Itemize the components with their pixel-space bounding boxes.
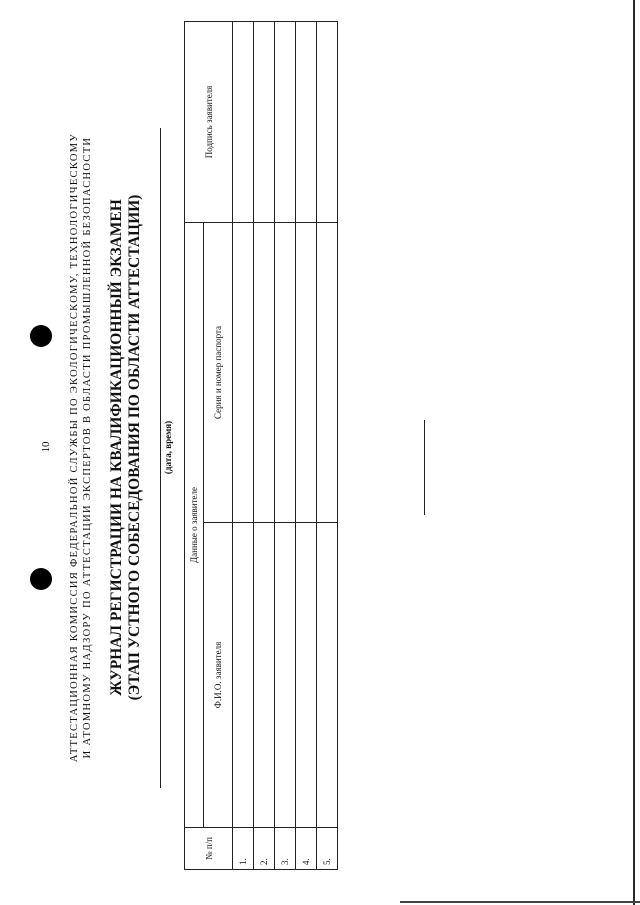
signature-cell[interactable] (317, 21, 338, 222)
journal-title-line-1: ЖУРНАЛ РЕГИСТРАЦИИ НА КВАЛИФИКАЦИОННЫЙ ЭКЗАМЕН (108, 199, 125, 696)
column-header-fio: Ф.И.О. заявителя (204, 523, 233, 828)
signature-cell[interactable] (275, 21, 296, 222)
signature-cell[interactable] (296, 21, 317, 222)
column-header-signature: Подпись заявителя (185, 21, 233, 222)
signature-cell[interactable] (233, 21, 254, 222)
passport-cell[interactable] (254, 222, 275, 522)
journal-title (108, 10, 144, 885)
row-number: 1. (233, 828, 254, 870)
registration-table (184, 21, 338, 870)
passport-cell[interactable] (317, 222, 338, 522)
column-header-passport: Серия и номер паспорта (204, 222, 233, 522)
table-row (317, 21, 338, 869)
fio-cell[interactable] (317, 523, 338, 828)
fio-cell[interactable] (296, 523, 317, 828)
page-edge-right (633, 0, 635, 905)
table-row (296, 21, 317, 869)
passport-cell[interactable] (296, 222, 317, 522)
signature-cell[interactable] (254, 21, 275, 222)
row-number: 3. (275, 828, 296, 870)
date-input-line[interactable] (160, 128, 161, 788)
table-row (233, 21, 254, 869)
organization-title-line-2: И АТОМНОМУ НАДЗОРУ ПО АТТЕСТАЦИИ ЭКСПЕРТОВ В ОБЛАСТИ ПРОМЫШЛЕННОЙ БЕЗОПАСНОСТИ (82, 136, 93, 759)
row-number: 5. (317, 828, 338, 870)
organization-title-line-1: АТТЕСТАЦИОННАЯ КОМИССИЯ ФЕДЕРАЛЬНОЙ СЛУЖБЫ ПО ЭКОЛОГИЧЕСКОМУ, ТЕХНОЛОГИЧЕСКОМУ (69, 132, 80, 763)
table-row (254, 21, 275, 869)
page-number: 10 (40, 441, 52, 453)
rotated-page-content (20, 10, 620, 885)
row-number: 4. (296, 828, 317, 870)
fio-cell[interactable] (254, 523, 275, 828)
group-header-applicant-data: Данные о заявителе (185, 222, 204, 827)
page-edge-bottom (400, 901, 640, 903)
fio-cell[interactable] (233, 523, 254, 828)
journal-title-line-2: (ЭТАП УСТНОГО СОБЕСЕДОВАНИЯ ПО ОБЛАСТИ АТТЕСТАЦИИ) (126, 194, 143, 701)
table-row (275, 21, 296, 869)
passport-cell[interactable] (233, 222, 254, 522)
column-header-number: № п/п (185, 828, 233, 870)
passport-cell[interactable] (275, 222, 296, 522)
organization-title (68, 10, 94, 885)
row-number: 2. (254, 828, 275, 870)
fio-cell[interactable] (275, 523, 296, 828)
date-label: (дата, время) (163, 420, 173, 475)
signature-line[interactable] (424, 420, 425, 515)
